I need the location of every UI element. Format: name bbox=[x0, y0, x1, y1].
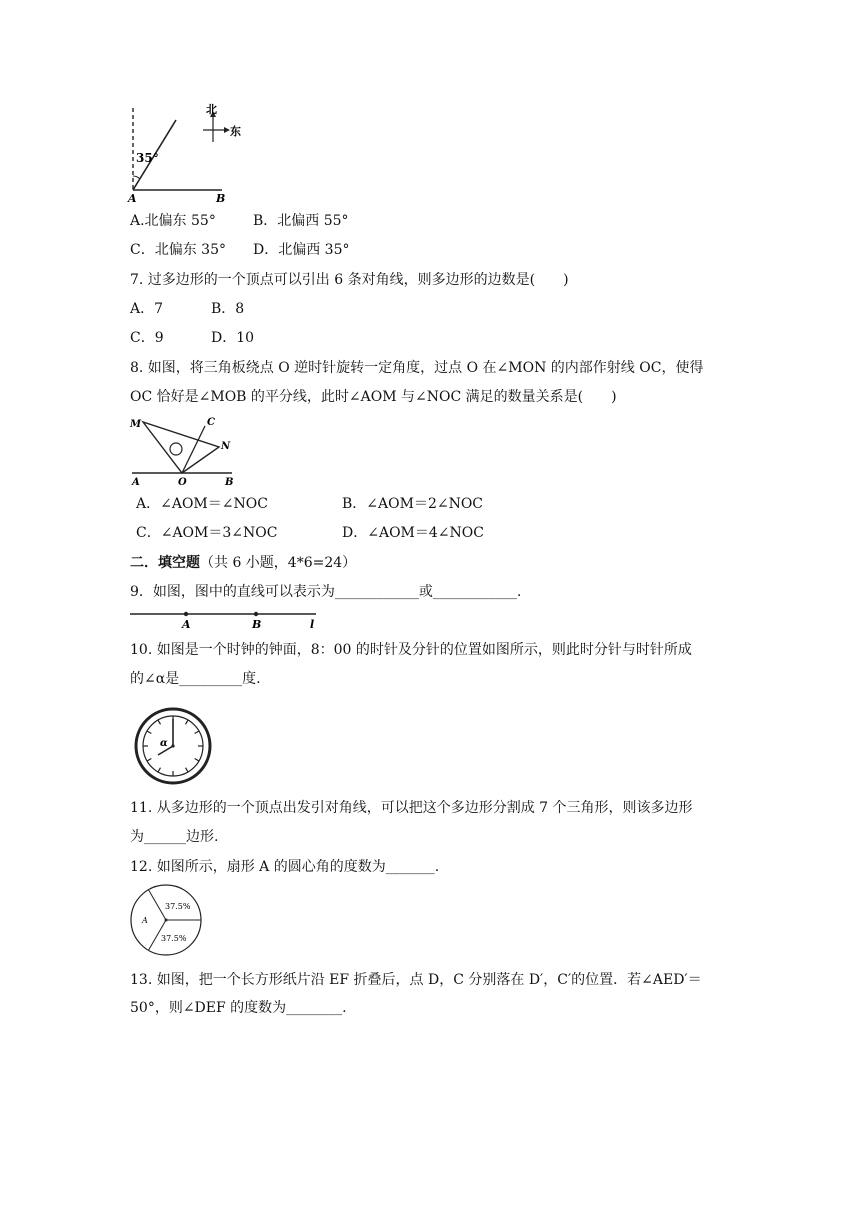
q6-option-b: B．北偏西 55° bbox=[253, 213, 349, 229]
point-b-label: B bbox=[252, 618, 262, 631]
clock-tick bbox=[158, 720, 161, 724]
clock-tick bbox=[158, 768, 161, 772]
clock-tick bbox=[195, 759, 199, 762]
triangle-board bbox=[143, 422, 219, 473]
clock-tick bbox=[186, 720, 189, 724]
q13-question-line2: 50°，则∠DEF 的度数为________. bbox=[130, 1000, 347, 1016]
angle-arc bbox=[133, 176, 140, 179]
pie-radius-upper bbox=[149, 890, 167, 920]
point-b-label: B bbox=[216, 192, 226, 205]
line-l-label: l bbox=[310, 618, 315, 631]
q6-compass-figure bbox=[124, 100, 254, 205]
section-2-heading bbox=[130, 553, 356, 573]
clock-tick bbox=[147, 731, 151, 734]
q10-question-line2: 的∠α是_________度. bbox=[130, 671, 261, 687]
clock-center bbox=[171, 744, 174, 747]
ray-oc bbox=[182, 426, 205, 473]
q8-option-b: B．∠AOM＝2∠NOC bbox=[342, 496, 484, 512]
point-a-label: A bbox=[128, 192, 137, 205]
q8-option-d: D．∠AOM＝4∠NOC bbox=[342, 525, 484, 541]
point-a-label: A bbox=[182, 618, 191, 631]
clock-tick bbox=[186, 768, 189, 772]
q9-question: 9．如图，图中的直线可以表示为____________或____________. bbox=[130, 584, 522, 600]
pie-center bbox=[165, 919, 168, 922]
triangle-hole bbox=[170, 443, 182, 455]
q7-option-d: D．10 bbox=[211, 330, 255, 346]
q6-option-c: C．北偏东 35° bbox=[130, 242, 226, 258]
clock-tick bbox=[147, 759, 151, 762]
point-c-label: C bbox=[207, 417, 215, 428]
q11-question-line2: 为______边形. bbox=[130, 829, 219, 845]
point-a-dot bbox=[184, 612, 188, 616]
point-b-dot bbox=[254, 612, 258, 616]
q7-option-c: C．9 bbox=[130, 330, 164, 346]
q10-clock-figure bbox=[133, 706, 213, 786]
section-2-title: 二．填空题 bbox=[130, 555, 200, 571]
point-a-label: A bbox=[132, 477, 140, 488]
q7-option-b: B．8 bbox=[211, 301, 245, 317]
q9-line-figure bbox=[128, 606, 328, 632]
q8-question-line2: OC 恰好是∠MOB 的平分线，此时∠AOM 与∠NOC 满足的数量关系是( ) bbox=[130, 389, 617, 405]
q11-question-line1: 11. 从多边形的一个顶点出发引对角线，可以把这个多边形分割成 7 个三角形，则该多边形 bbox=[130, 800, 693, 816]
q12-question: 12. 如图所示，扇形 A 的圆心角的度数为_______. bbox=[130, 859, 440, 875]
q8-option-a: A．∠AOM＝∠NOC bbox=[136, 496, 268, 512]
q7-question: 7. 过多边形的一个顶点可以引出 6 条对角线，则多边形的边数是( ) bbox=[130, 272, 569, 288]
q6-option-a: A.北偏东 55° bbox=[130, 213, 216, 229]
north-label: 北 bbox=[206, 103, 217, 116]
point-b-label: B bbox=[225, 477, 234, 488]
point-m-label: M bbox=[130, 419, 142, 430]
q8-option-c: C．∠AOM＝3∠NOC bbox=[136, 525, 278, 541]
east-label: 东 bbox=[230, 125, 241, 138]
q8-triangle-figure bbox=[124, 412, 244, 488]
q12-pie-figure bbox=[128, 882, 208, 958]
section-2-note: （共 6 小题，4*6=24） bbox=[200, 555, 357, 571]
q10-question-line1: 10. 如图是一个时钟的钟面，8：00 的时针及分针的位置如图所示，则此时分针与时针所成 bbox=[130, 642, 692, 658]
point-o-label: O bbox=[178, 477, 187, 488]
q8-question-line1: 8. 如图，将三角板绕点 O 逆时针旋转一定角度，过点 O 在∠MON 的内部作射线 OC，使得 bbox=[130, 360, 704, 376]
angle-label: 35° bbox=[136, 151, 159, 165]
point-n-label: N bbox=[221, 441, 231, 452]
clock-tick bbox=[195, 731, 199, 734]
alpha-label: α bbox=[160, 738, 168, 749]
sector-top-label: 37.5% bbox=[165, 902, 191, 911]
sector-a-label: A bbox=[142, 916, 148, 925]
q6-option-d: D．北偏西 35° bbox=[253, 242, 350, 258]
q13-question-line1: 13. 如图，把一个长方形纸片沿 EF 折叠后，点 D，C 分别落在 D′，C′的位置．若∠AED′＝ bbox=[130, 972, 702, 988]
sector-bottom-label: 37.5% bbox=[161, 934, 187, 943]
q7-option-a: A．7 bbox=[130, 301, 164, 317]
